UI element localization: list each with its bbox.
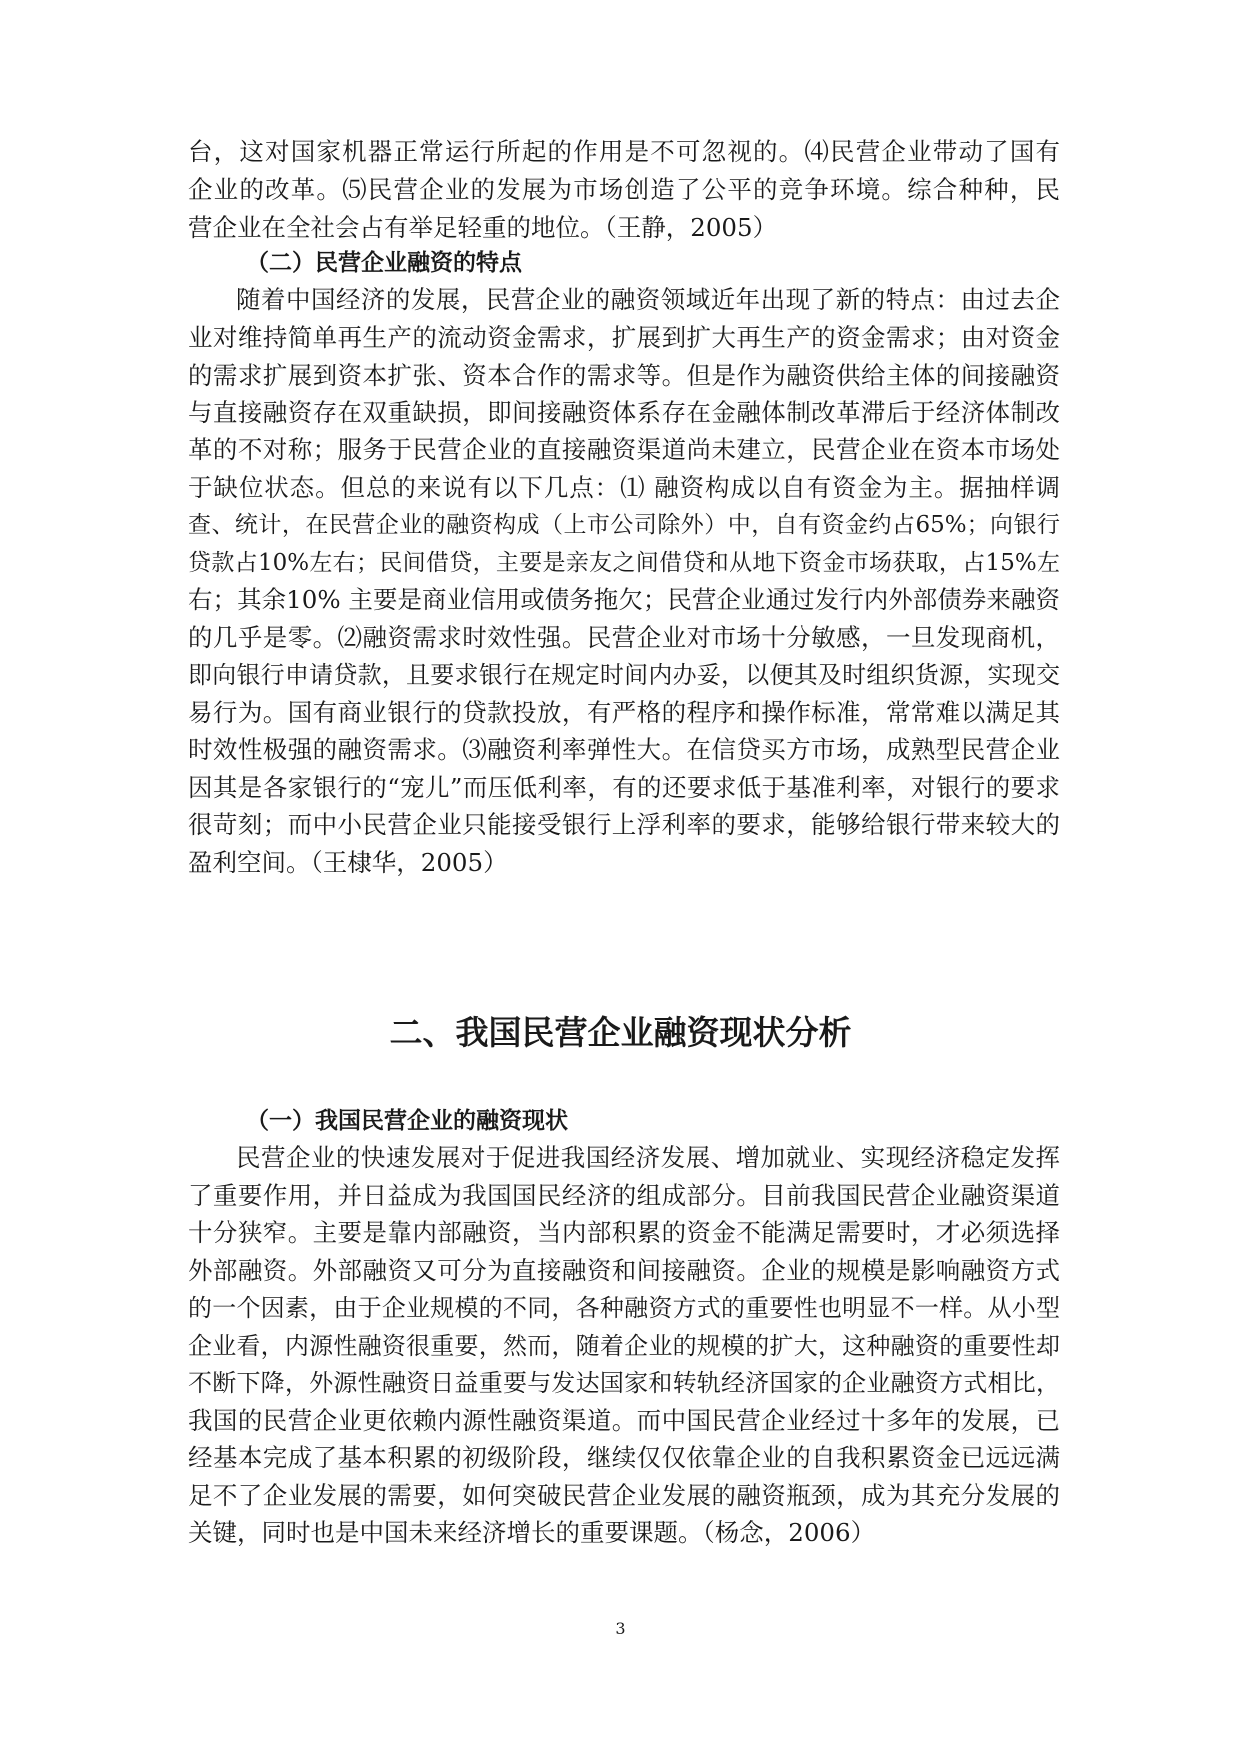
paragraph-line: 不断下降，外源性融资日益重要与发达国家和转轨经济国家的企业融资方式相比， [188, 1369, 1060, 1397]
paragraph-line: 的需求扩展到资本扩张、资本合作的需求等。但是作为融资供给主体的间接融资 [188, 361, 1060, 390]
paragraph-line: 即向银行申请贷款，且要求银行在规定时间内办妥，以便其及时组织货源，实现交 [188, 661, 1060, 689]
paragraph-line: 时效性极强的融资需求。⑶融资利率弹性大。在信贷买方市场，成熟型民营企业 [188, 735, 1060, 764]
page-number: 3 [615, 1619, 626, 1638]
paragraph-line: 查、统计，在民营企业的融资构成（上市公司除外）中，自有资金约占65%；向银行 [188, 512, 1060, 538]
paragraph-line: 台，这对国家机器正常运行所起的作用是不可忽视的。⑷民营企业带动了国有 [188, 137, 1060, 166]
paragraph-line: 的几乎是零。⑵融资需求时效性强。民营企业对市场十分敏感，一旦发现商机， [188, 623, 1060, 652]
paragraph-line: 很苛刻；而中小民营企业只能接受银行上浮利率的要求，能够给银行带来较大的 [188, 810, 1060, 839]
paragraph-line: 于缺位状态。但总的来说有以下几点：⑴ 融资构成以自有资金为主。据抽样调 [188, 473, 1060, 502]
paragraph-line: 了重要作用，并日益成为我国国民经济的组成部分。目前我国民营企业融资渠道 [188, 1181, 1060, 1210]
paragraph-line: 我国的民营企业更依赖内源性融资渠道。而中国民营企业经过十多年的发展，已 [188, 1406, 1060, 1435]
paragraph-line: 革的不对称；服务于民营企业的直接融资渠道尚未建立，民营企业在资本市场处 [188, 435, 1060, 464]
paragraph-line: 民营企业的快速发展对于促进我国经济发展、增加就业、实现经济稳定发挥 [236, 1143, 1060, 1172]
paragraph-line: 业对维持简单再生产的流动资金需求，扩展到扩大再生产的资金需求；由对资金 [188, 323, 1060, 352]
paragraph-line: 经基本完成了基本积累的初级阶段，继续仅仅依靠企业的自我积累资金已远远满 [188, 1443, 1060, 1472]
paragraph-line: 右；其余10% 主要是商业信用或债务拖欠；民营企业通过发行内外部债券来融资 [188, 585, 1060, 614]
paragraph-line: 与直接融资存在双重缺损，即间接融资体系存在金融体制改革滞后于经济体制改 [188, 398, 1060, 427]
section-subheading: （一）我国民营企业的融资现状 [246, 1108, 568, 1134]
paragraph-line: 贷款占10%左右；民间借贷，主要是亲友之间借贷和从地下资金市场获取，占15%左 [188, 550, 1060, 576]
paragraph-line: 盈利空间。（王棣华，2005） [188, 848, 508, 877]
paragraph-line: 的一个因素，由于企业规模的不同，各种融资方式的重要性也明显不一样。从小型 [188, 1294, 1060, 1322]
paragraph-line: 随着中国经济的发展，民营企业的融资领域近年出现了新的特点：由过去企 [236, 285, 1060, 314]
paragraph-line: 企业看，内源性融资很重要，然而，随着企业的规模的扩大，这种融资的重要性却 [188, 1332, 1060, 1360]
paragraph-line: 关键，同时也是中国未来经济增长的重要课题。（杨念，2006） [188, 1518, 876, 1547]
paragraph-line: 企业的改革。⑸民营企业的发展为市场创造了公平的竞争环境。综合种种，民 [188, 175, 1060, 204]
paragraph-line: 足不了企业发展的需要，如何突破民营企业发展的融资瓶颈，成为其充分发展的 [188, 1481, 1060, 1510]
chapter-title: 二、我国民营企业融资现状分析 [389, 1013, 852, 1052]
section-subheading: （二）民营企业融资的特点 [246, 250, 522, 276]
paragraph-line: 十分狭窄。主要是靠内部融资，当内部积累的资金不能满足需要时，才必须选择 [188, 1218, 1060, 1247]
paragraph-line: 营企业在全社会占有举足轻重的地位。（王静，2005） [188, 213, 778, 242]
paragraph-line: 因其是各家银行的“宠儿”而压低利率，有的还要求低于基准利率，对银行的要求 [188, 773, 1060, 802]
paragraph-line: 易行为。国有商业银行的贷款投放，有严格的程序和操作标准，常常难以满足其 [188, 698, 1060, 727]
paragraph-line: 外部融资。外部融资又可分为直接融资和间接融资。企业的规模是影响融资方式 [188, 1256, 1060, 1285]
